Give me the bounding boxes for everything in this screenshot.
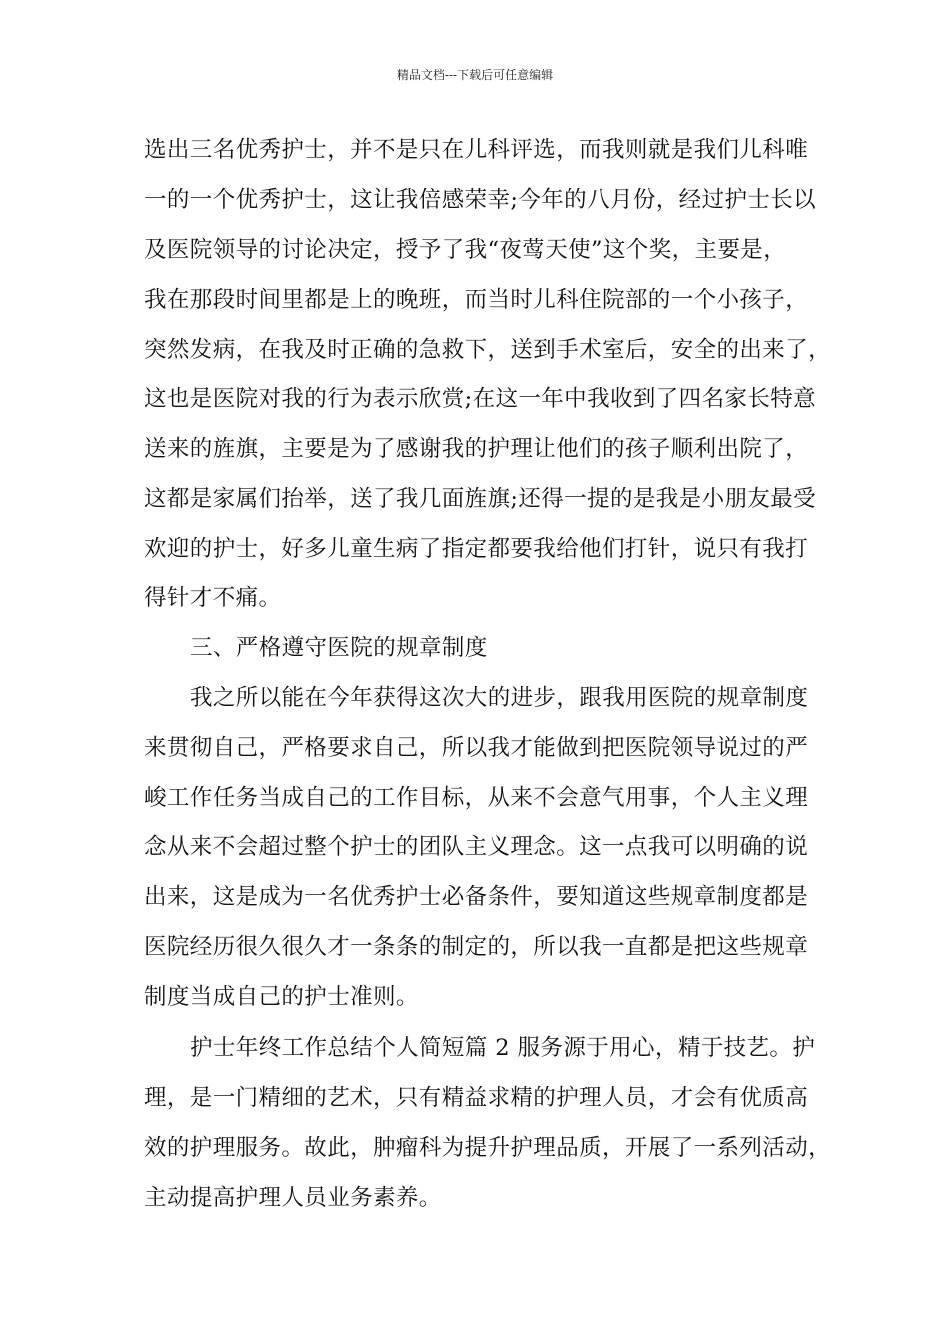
paragraph-1-line-9: 欢迎的护士，好多儿童生病了指定都要我给他们打针，说只有我打: [144, 536, 809, 562]
paragraph-4-line-3: 效的护理服务。故此，肿瘤科为提升护理品质，开展了一系列活动，: [144, 1135, 832, 1161]
paragraph-3-line-5: 出来，这是成为一名优秀护士必备条件，要知道这些规章制度都是: [144, 884, 809, 910]
page-header: 精品文档---下载后可任意编辑: [396, 68, 554, 82]
paragraph-3-line-6: 医院经历很久很久才一条条的制定的，所以我一直都是把这些规章: [144, 934, 809, 960]
paragraph-3-line-1: 我之所以能在今年获得这次大的进步，跟我用医院的规章制度: [190, 685, 809, 711]
paragraph-1-line-2: 一的一个优秀护士，这让我倍感荣幸;今年的八月份，经过护士长以: [144, 187, 817, 213]
paragraph-4-line-1: 护士年终工作总结个人简短篇 2 服务源于用心，精于技艺。护: [190, 1035, 816, 1061]
paragraph-4-line-2: 理，是一门精细的艺术，只有精益求精的护理人员，才会有优质高: [144, 1085, 809, 1111]
paragraph-1-line-4: 我在那段时间里都是上的晚班，而当时儿科住院部的一个小孩子，: [144, 287, 809, 313]
paragraph-3-line-4: 念从来不会超过整个护士的团队主义理念。这一点我可以明确的说: [144, 834, 809, 860]
paragraph-3-line-3: 峻工作任务当成自己的工作目标，从来不会意气用事，个人主义理: [144, 785, 809, 811]
paragraph-1-line-1: 选出三名优秀护士，并不是只在儿科评选，而我则就是我们儿科唯: [144, 137, 809, 163]
paragraph-1-line-6: 这也是医院对我的行为表示欣赏;在这一年中我收到了四名家长特意: [144, 386, 817, 412]
paragraph-1-line-10: 得针才不痛。: [144, 585, 282, 611]
paragraph-3-line-7: 制度当成自己的护士准则。: [144, 984, 419, 1010]
paragraph-4-line-4: 主动提高护理人员业务素养。: [144, 1185, 442, 1211]
paragraph-1-line-7: 送来的旌旗，主要是为了感谢我的护理让他们的孩子顺利出院了，: [144, 436, 809, 462]
paragraph-1-line-3: 及医院领导的讨论决定，授予了我“夜莺天使”这个奖，主要是，: [144, 237, 787, 263]
paragraph-1-line-8: 这都是家属们抬举，送了我几面旌旗;还得一提的是我是小朋友最受: [144, 486, 817, 512]
paragraph-1-line-5: 突然发病，在我及时正确的急救下，送到手术室后，安全的出来了，: [144, 337, 832, 363]
paragraph-3-line-2: 来贯彻自己，严格要求自己，所以我才能做到把医院领导说过的严: [144, 735, 809, 761]
section-heading: 三、严格遵守医院的规章制度: [190, 635, 488, 661]
